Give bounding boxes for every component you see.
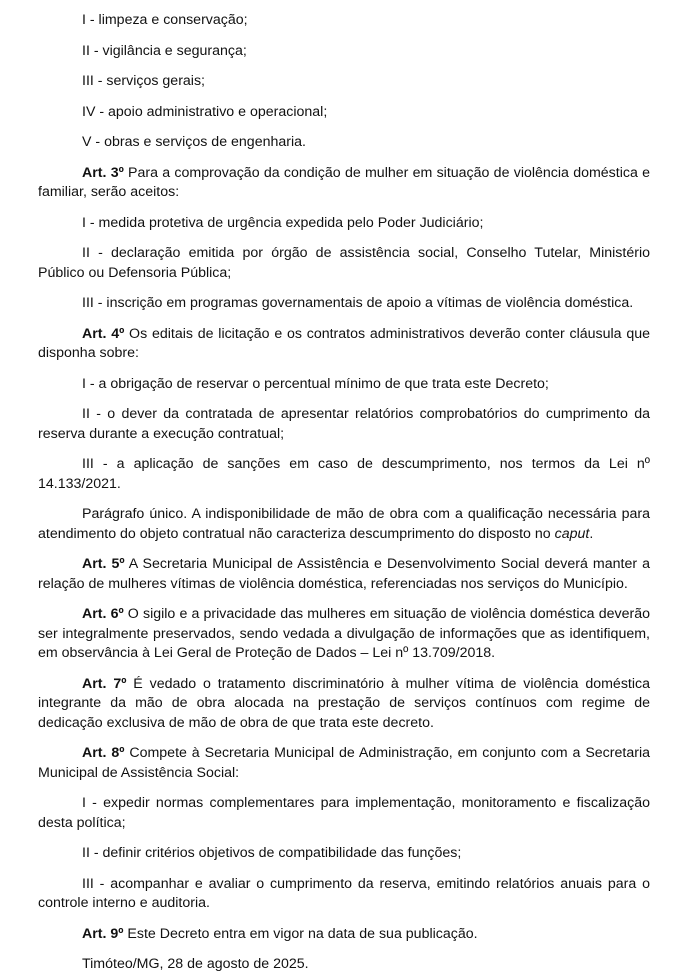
art3-item-3: III - inscrição em programas governamentais de apoio a vítimas de violência doméstica. bbox=[82, 295, 634, 311]
art4-text: Os editais de licitação e os contratos administrativos deverão conter cláusula que disponha sobre: bbox=[38, 325, 650, 361]
paragrafo-end: . bbox=[589, 525, 594, 542]
art6-label: Art. 6º bbox=[82, 606, 124, 622]
art8-item-1: I - expedir normas complementares para implementação, monitoramento e fiscalização desta política; bbox=[38, 795, 650, 831]
art2-item-2: II - vigilância e segurança; bbox=[82, 42, 247, 59]
art8-label: Art. 8º bbox=[82, 745, 125, 761]
art5-paragraph bbox=[38, 555, 650, 594]
paragrafo-italic: caput bbox=[554, 525, 590, 542]
art3-paragraph bbox=[38, 164, 650, 203]
art7-paragraph bbox=[38, 675, 650, 734]
art7-text: É vedado o tratamento discriminatório à mulher vítima de violência doméstica integrante da mão de obra alocada na prestação de serviços contínuos com regime de dedicação exclusiva de mão de obra de que trata este decreto. bbox=[38, 675, 650, 731]
paragrafo-text: Parágrafo único. A indisponibilidade de mão de obra com a qualificação necessária para atendimento do objeto contratual não caracteriza descumprimento do disposto no bbox=[38, 506, 650, 542]
place-date: Timóteo/MG, 28 de agosto de 2025. bbox=[82, 956, 309, 972]
art3-label: Art. 3º bbox=[82, 164, 124, 181]
art8-text: Compete à Secretaria Municipal de Administração, em conjunto com a Secretaria Municipal de Assistência Social: bbox=[38, 745, 650, 781]
art8-item-2: II - definir critérios objetivos de compatibilidade das funções; bbox=[82, 845, 462, 861]
art2-item-4: IV - apoio administrativo e operacional; bbox=[82, 103, 328, 120]
art4-label: Art. 4º bbox=[82, 325, 125, 342]
art4-paragrafo-unico bbox=[38, 505, 650, 544]
art9-text: Este Decreto entra em vigor na data de sua publicação. bbox=[123, 925, 478, 942]
art2-item-3: III - serviços gerais; bbox=[82, 73, 205, 89]
art5-label: Art. 5º bbox=[82, 556, 125, 572]
art9-paragraph bbox=[38, 925, 650, 945]
art3-item-1: I - medida protetiva de urgência expedida pelo Poder Judiciário; bbox=[82, 214, 484, 231]
art5-text: A Secretaria Municipal de Assistência e Desenvolvimento Social deverá manter a relação de mulheres vítimas de violência doméstica, referenciadas nos serviços do Município. bbox=[38, 556, 650, 592]
art3-item-2: II - declaração emitida por órgão de assistência social, Conselho Tutelar, Ministério Público ou Defensoria Pública; bbox=[38, 245, 650, 281]
art8-item-3: III - acompanhar e avaliar o cumprimento da reserva, emitindo relatórios anuais para o controle interno e auditoria. bbox=[38, 875, 650, 911]
art4-paragraph bbox=[38, 325, 650, 364]
art3-text: Para a comprovação da condição de mulher em situação de violência doméstica e familiar, serão aceitos: bbox=[38, 164, 651, 200]
art7-label: Art. 7º bbox=[82, 675, 127, 692]
art6-paragraph bbox=[38, 605, 650, 664]
art2-item-1: I - limpeza e conservação; bbox=[82, 12, 248, 28]
art4-item-3: III - a aplicação de sanções em caso de descumprimento, nos termos da Lei nº 14.133/2021. bbox=[38, 456, 650, 492]
art9-label: Art. 9º bbox=[82, 925, 124, 942]
art4-item-1: I - a obrigação de reservar o percentual mínimo de que trata este Decreto; bbox=[82, 375, 549, 392]
art8-paragraph bbox=[38, 744, 650, 783]
art6-text: O sigilo e a privacidade das mulheres em situação de violência doméstica deverão ser integralmente preservados, sendo vedada a divulgação de informações que as identifiquem, em observância à Lei Geral de Proteção de Dados – Lei nº 13.709/2018. bbox=[38, 606, 650, 661]
art2-item-5: V - obras e serviços de engenharia. bbox=[82, 134, 306, 150]
art4-item-2: II - o dever da contratada de apresentar relatórios comprobatórios do cumprimento da reserva durante a execução contratual; bbox=[38, 406, 650, 442]
